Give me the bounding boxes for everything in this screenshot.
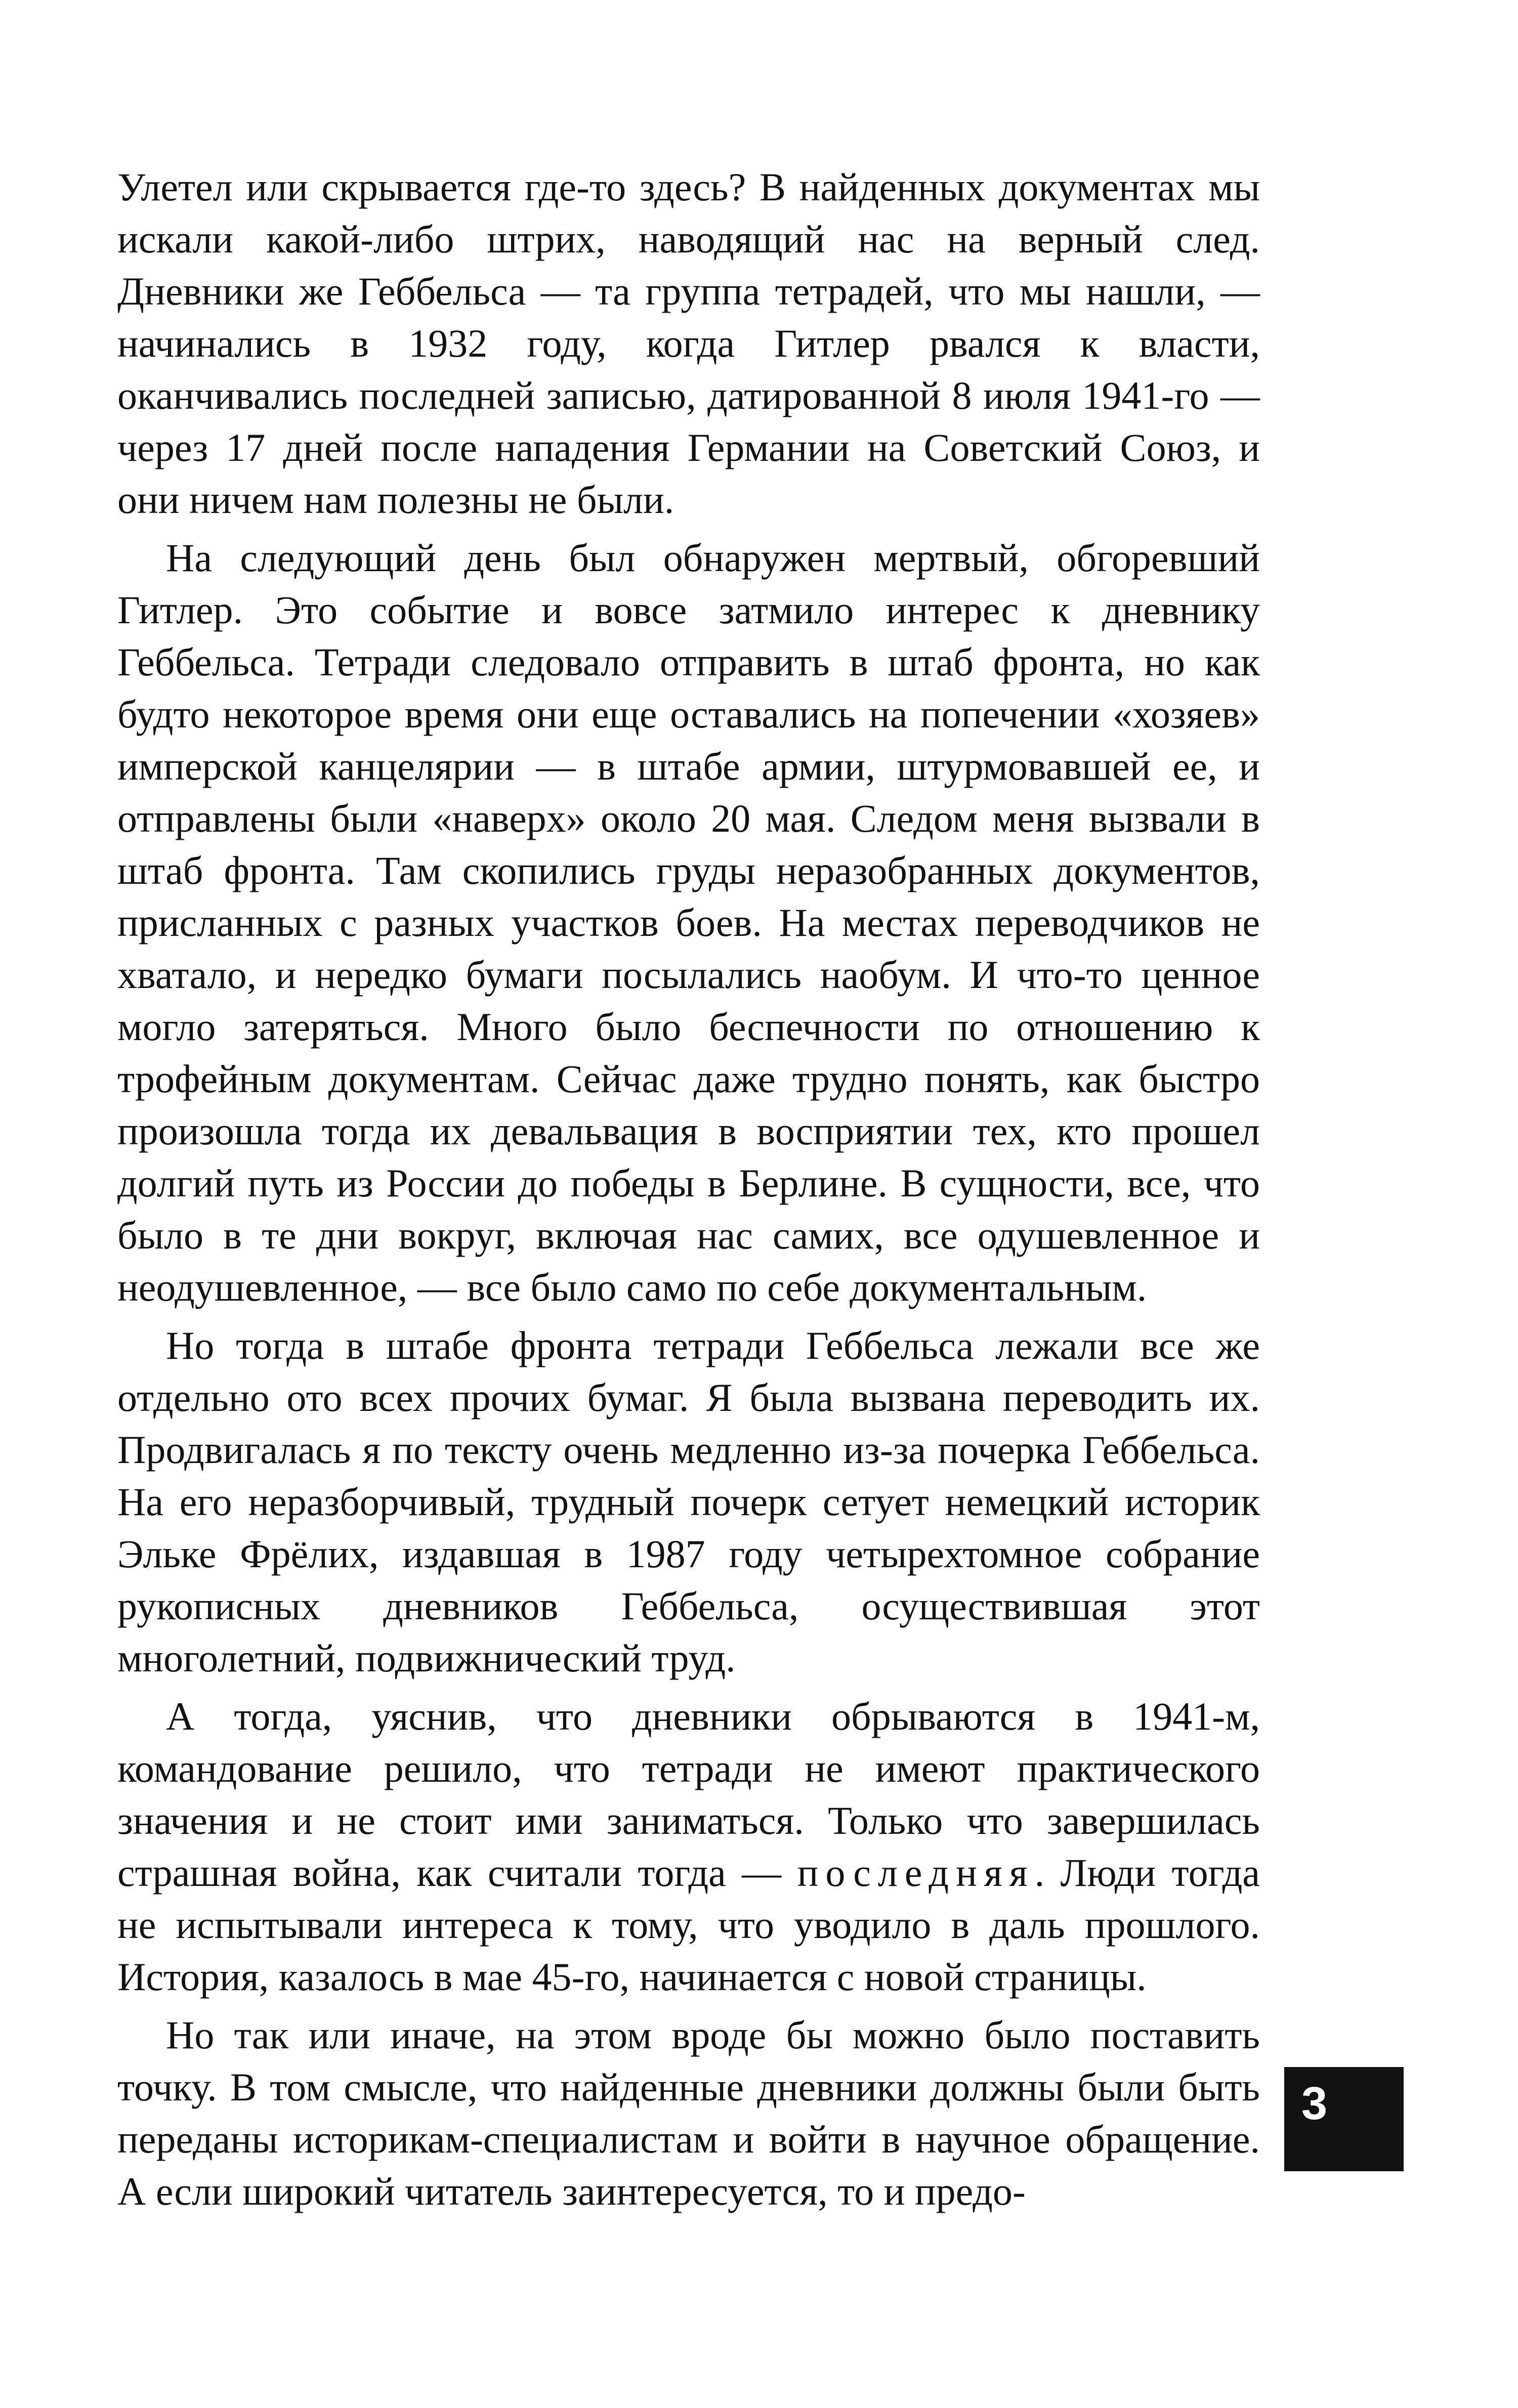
paragraph xyxy=(117,1319,1260,1684)
paragraph xyxy=(117,2009,1260,2217)
body-text xyxy=(117,161,1260,2217)
emphasized-word: последняя xyxy=(797,1851,1035,1895)
paragraph-text: Улетел или скрывается где-то здесь? В найденных документах мы искали какой-либо штрих, наводящий нас на верный след. Дневники же Геббельса — та группа тетрадей, что мы нашли, — начинались в 1932 году, когда Гитлер рвался к власти, оканчивались последней записью, датированной 8 июля 1941-го — через 17 дней после нападения Германии на Советский Союз, и они ничем нам полезны не были. xyxy=(117,165,1260,522)
paragraph xyxy=(117,1690,1260,2003)
paragraph-text: Но так или иначе, на этом вроде бы можно было поставить точку. В том смысле, что найденные дневники должны были быть переданы историкам-специалистам и войти в научное обращение. А если широкий читатель заинтересуется, то и предо- xyxy=(117,2013,1260,2213)
paragraph xyxy=(117,532,1260,1313)
page-number-tab xyxy=(1284,2067,1404,2171)
paragraph-text: . Люди тогда не испытывали интереса к тому, что уводило в даль прошлого. История, казалось в мае 45-го, начинается с новой страницы. xyxy=(117,1851,1260,1999)
paragraph-text: На следующий день был обнаружен мертвый, обгоревший Гитлер. Это событие и вовсе затмило интерес к дневнику Геббельса. Тетради следовало отправить в штаб фронта, но как будто некоторое время они еще оставались на попечении «хозяев» имперской канцелярии — в штабе армии, штурмовавшей ее, и отправлены были «наверх» около 20 мая. Следом меня вызвали в штаб фронта. Там скопились груды неразобранных документов, присланных с разных участков боев. На местах переводчиков не хватало, и нередко бумаги посылались наобум. И что-то ценное могло затеряться. Много было беспечности по отношению к трофейным документам. Сейчас даже трудно понять, как быстро произошла тогда их девальвация в восприятии тех, кто прошел долгий путь из России до победы в Берлине. В сущности, все, что было в те дни вокруг, включая нас самих, все одушевленное и неодушевленное, — все было само по себе документальным. xyxy=(117,536,1260,1309)
paragraph-text: А тогда, уяснив, что дневники обрываются в 1941-м, командование решило, что тетради не имеют практического значения и не стоит ими заниматься. Только что завершилась страшная война, как считали тогда — xyxy=(117,1694,1260,1895)
page-number: 3 xyxy=(1301,2078,1328,2129)
paragraph xyxy=(117,161,1260,526)
paragraph-text: Но тогда в штабе фронта тетради Геббельса лежали все же отдельно ото всех прочих бумаг. Я была вызвана переводить их. Продвигалась я по тексту очень медленно из-за почерка Геббельса. На его неразборчивый, трудный почерк сетует немецкий историк Эльке Фрёлих, издавшая в 1987 году четырехтомное собрание рукописных дневников Геббельса, осуществившая этот многолетний, подвижнический труд. xyxy=(117,1323,1260,1680)
